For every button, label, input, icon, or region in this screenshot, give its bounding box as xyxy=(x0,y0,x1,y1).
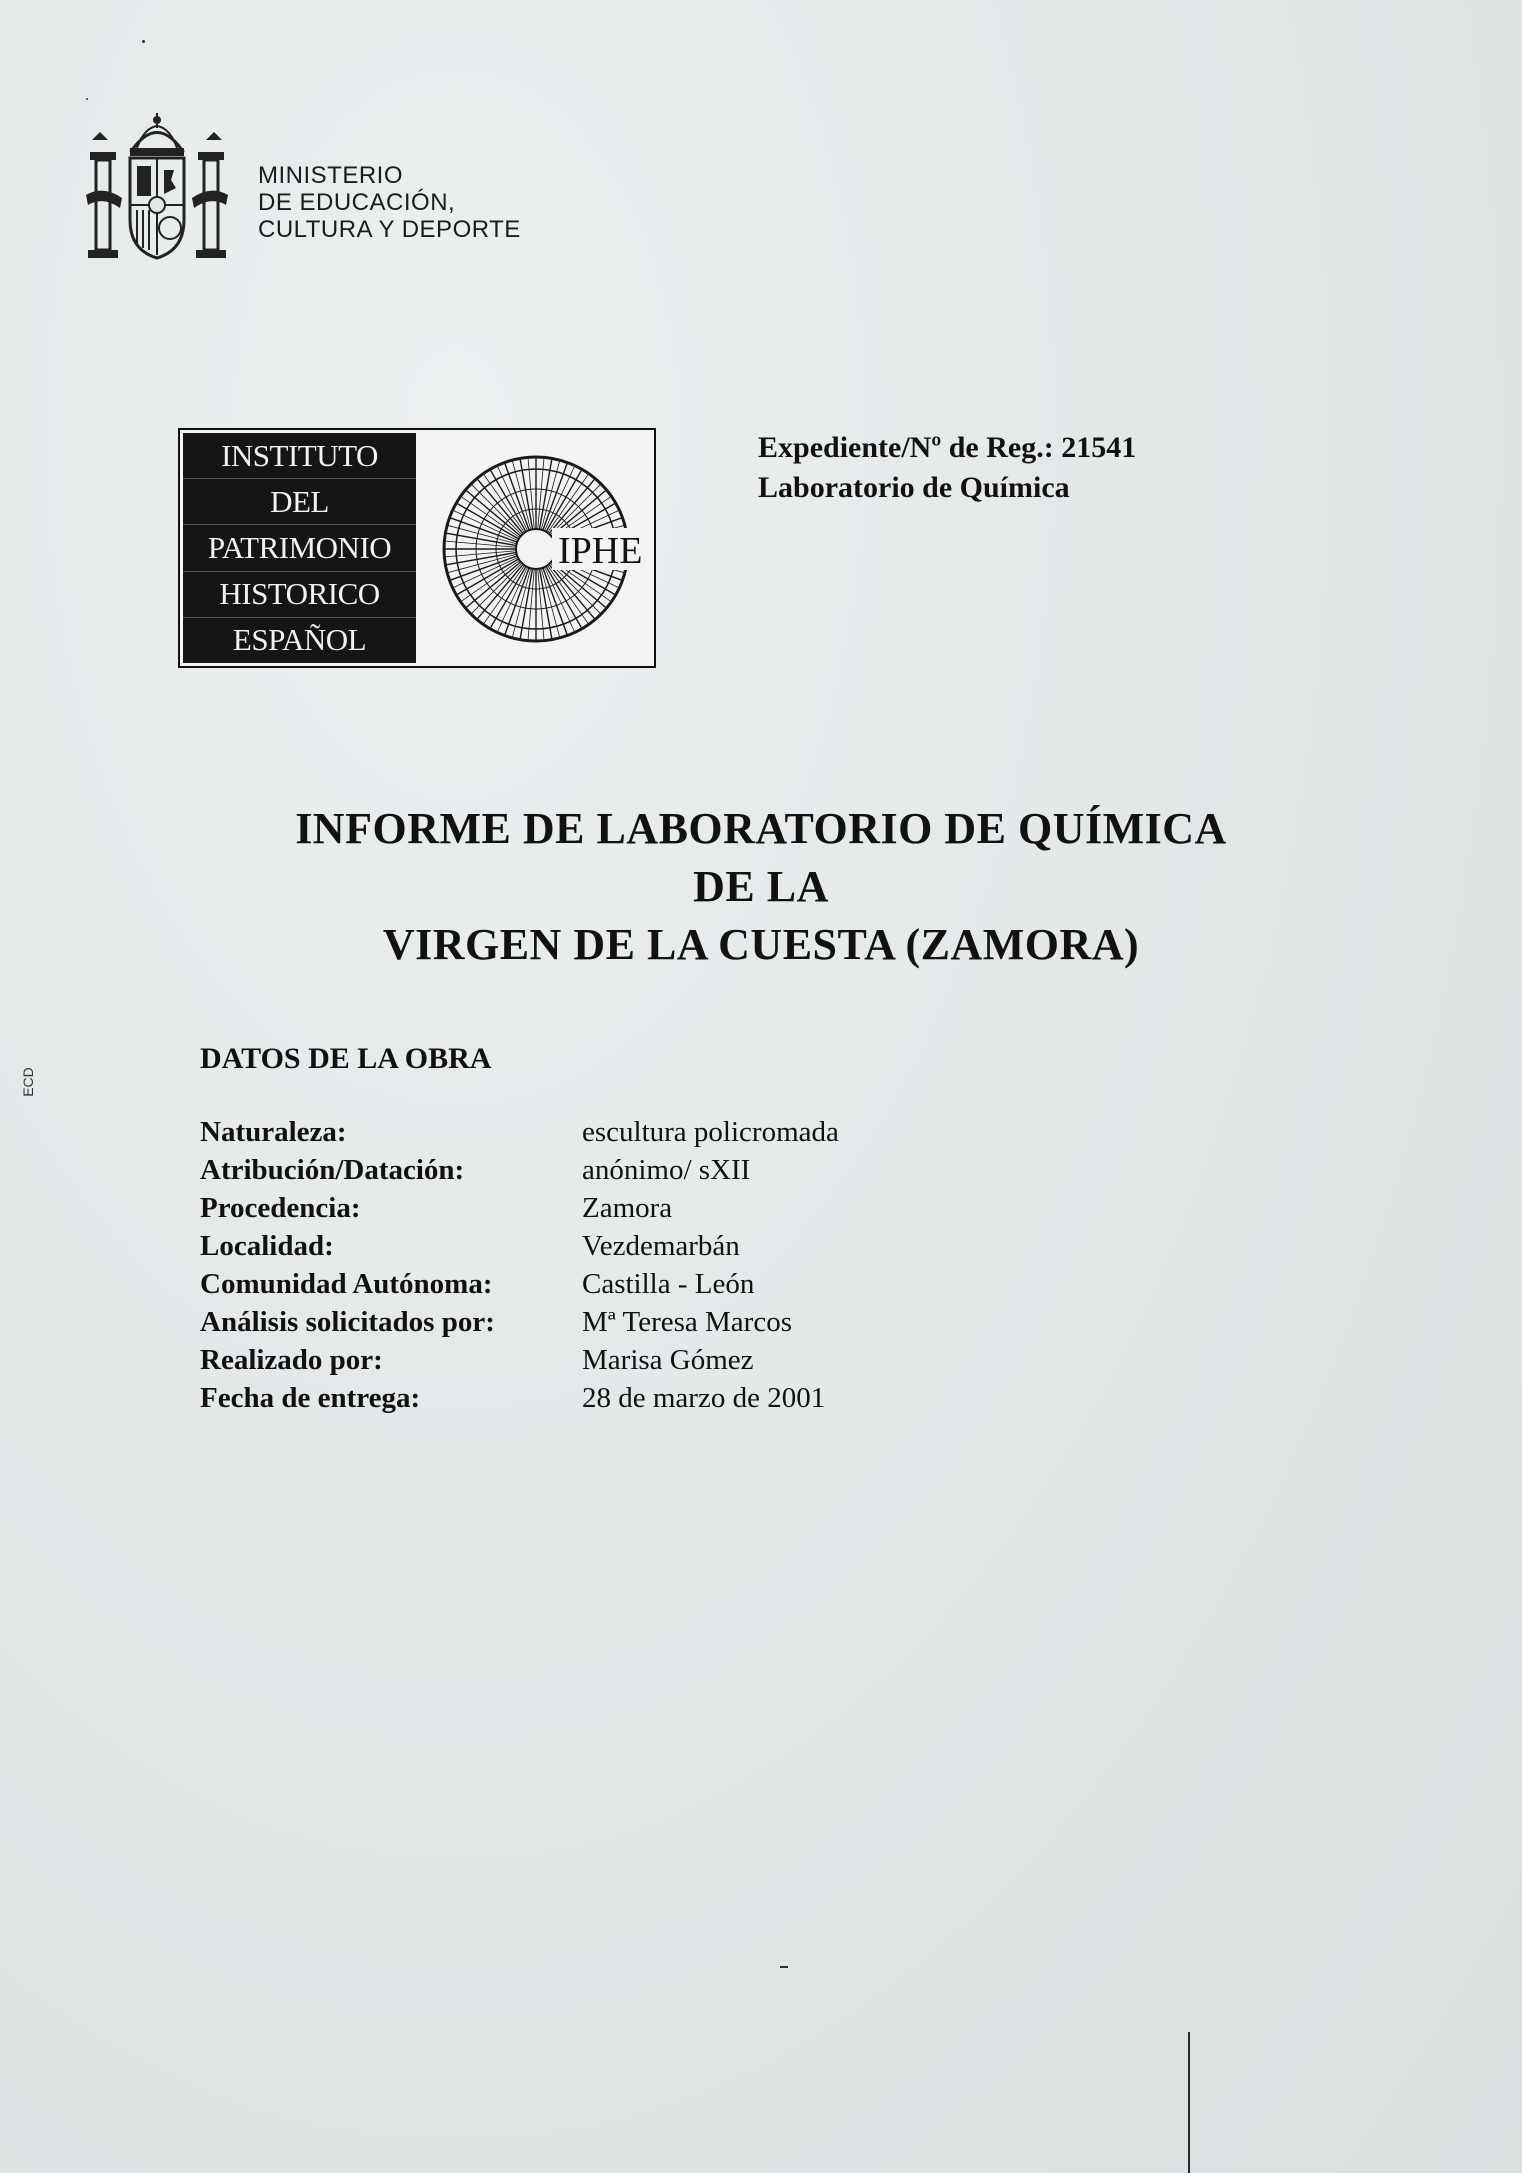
scan-artifact-line xyxy=(1188,2032,1190,2173)
report-title xyxy=(0,800,1522,974)
side-tag: ECD xyxy=(20,1067,36,1097)
row-value: anónimo/ sXII xyxy=(582,1154,751,1186)
emblem-ray xyxy=(471,484,522,535)
institute-name-line: HISTORICO xyxy=(183,572,416,618)
table-row xyxy=(200,1116,839,1154)
title-line: DE LA xyxy=(693,862,829,911)
scan-speck xyxy=(780,1966,788,1968)
institute-name-line: PATRIMONIO xyxy=(183,525,416,571)
institute-name-line: DEL xyxy=(183,479,416,525)
laboratory-name: Laboratorio de Química xyxy=(758,471,1070,504)
table-row xyxy=(200,1230,839,1268)
institute-name-line: INSTITUTO xyxy=(183,433,416,479)
row-value: Vezdemarbán xyxy=(582,1230,740,1262)
row-label: Naturaleza: xyxy=(200,1116,347,1148)
rose-window-emblem-icon xyxy=(418,432,654,666)
ministry-line: CULTURA Y DEPORTE xyxy=(258,216,521,243)
row-label: Realizado por: xyxy=(200,1344,383,1376)
scan-speck xyxy=(86,98,88,100)
row-value: 28 de marzo de 2001 xyxy=(582,1382,826,1414)
table-row xyxy=(200,1192,839,1230)
row-value: Castilla - León xyxy=(582,1268,755,1300)
expediente-block xyxy=(758,428,1136,508)
emblem-ray xyxy=(550,484,601,535)
ministry-name xyxy=(258,162,521,243)
expediente-number: Expediente/Nº de Reg.: 21541 xyxy=(758,431,1137,464)
ministry-line: MINISTERIO xyxy=(258,162,404,189)
row-label: Fecha de entrega: xyxy=(200,1382,421,1414)
iphe-logo xyxy=(178,428,656,668)
row-label: Atribución/Datación: xyxy=(200,1154,465,1186)
ministry-line: DE EDUCACIÓN, xyxy=(258,189,456,216)
row-label: Procedencia: xyxy=(200,1192,361,1224)
emblem-ray xyxy=(471,563,522,614)
table-row xyxy=(200,1382,839,1420)
row-label: Localidad: xyxy=(200,1230,334,1262)
title-line: VIRGEN DE LA CUESTA (ZAMORA) xyxy=(382,920,1140,969)
row-value: Zamora xyxy=(582,1192,673,1224)
section-heading: DATOS DE LA OBRA xyxy=(200,1042,492,1075)
scan-speck xyxy=(142,40,145,43)
spanish-coat-of-arms-icon xyxy=(82,110,232,270)
row-label: Análisis solicitados por: xyxy=(200,1306,495,1338)
emblem-text: IPHE xyxy=(558,530,643,572)
row-value: escultura policromada xyxy=(582,1116,839,1148)
row-label: Comunidad Autónoma: xyxy=(200,1268,493,1300)
institute-name-line: ESPAÑOL xyxy=(232,622,367,658)
artwork-data-table xyxy=(200,1116,839,1420)
table-row xyxy=(200,1268,839,1306)
row-value: Marisa Gómez xyxy=(582,1344,754,1376)
table-row xyxy=(200,1344,839,1382)
institute-name-block xyxy=(183,433,416,663)
title-line: INFORME DE LABORATORIO DE QUÍMICA xyxy=(295,804,1227,853)
table-row xyxy=(200,1306,839,1344)
row-value: Mª Teresa Marcos xyxy=(582,1306,792,1338)
table-row xyxy=(200,1154,839,1192)
